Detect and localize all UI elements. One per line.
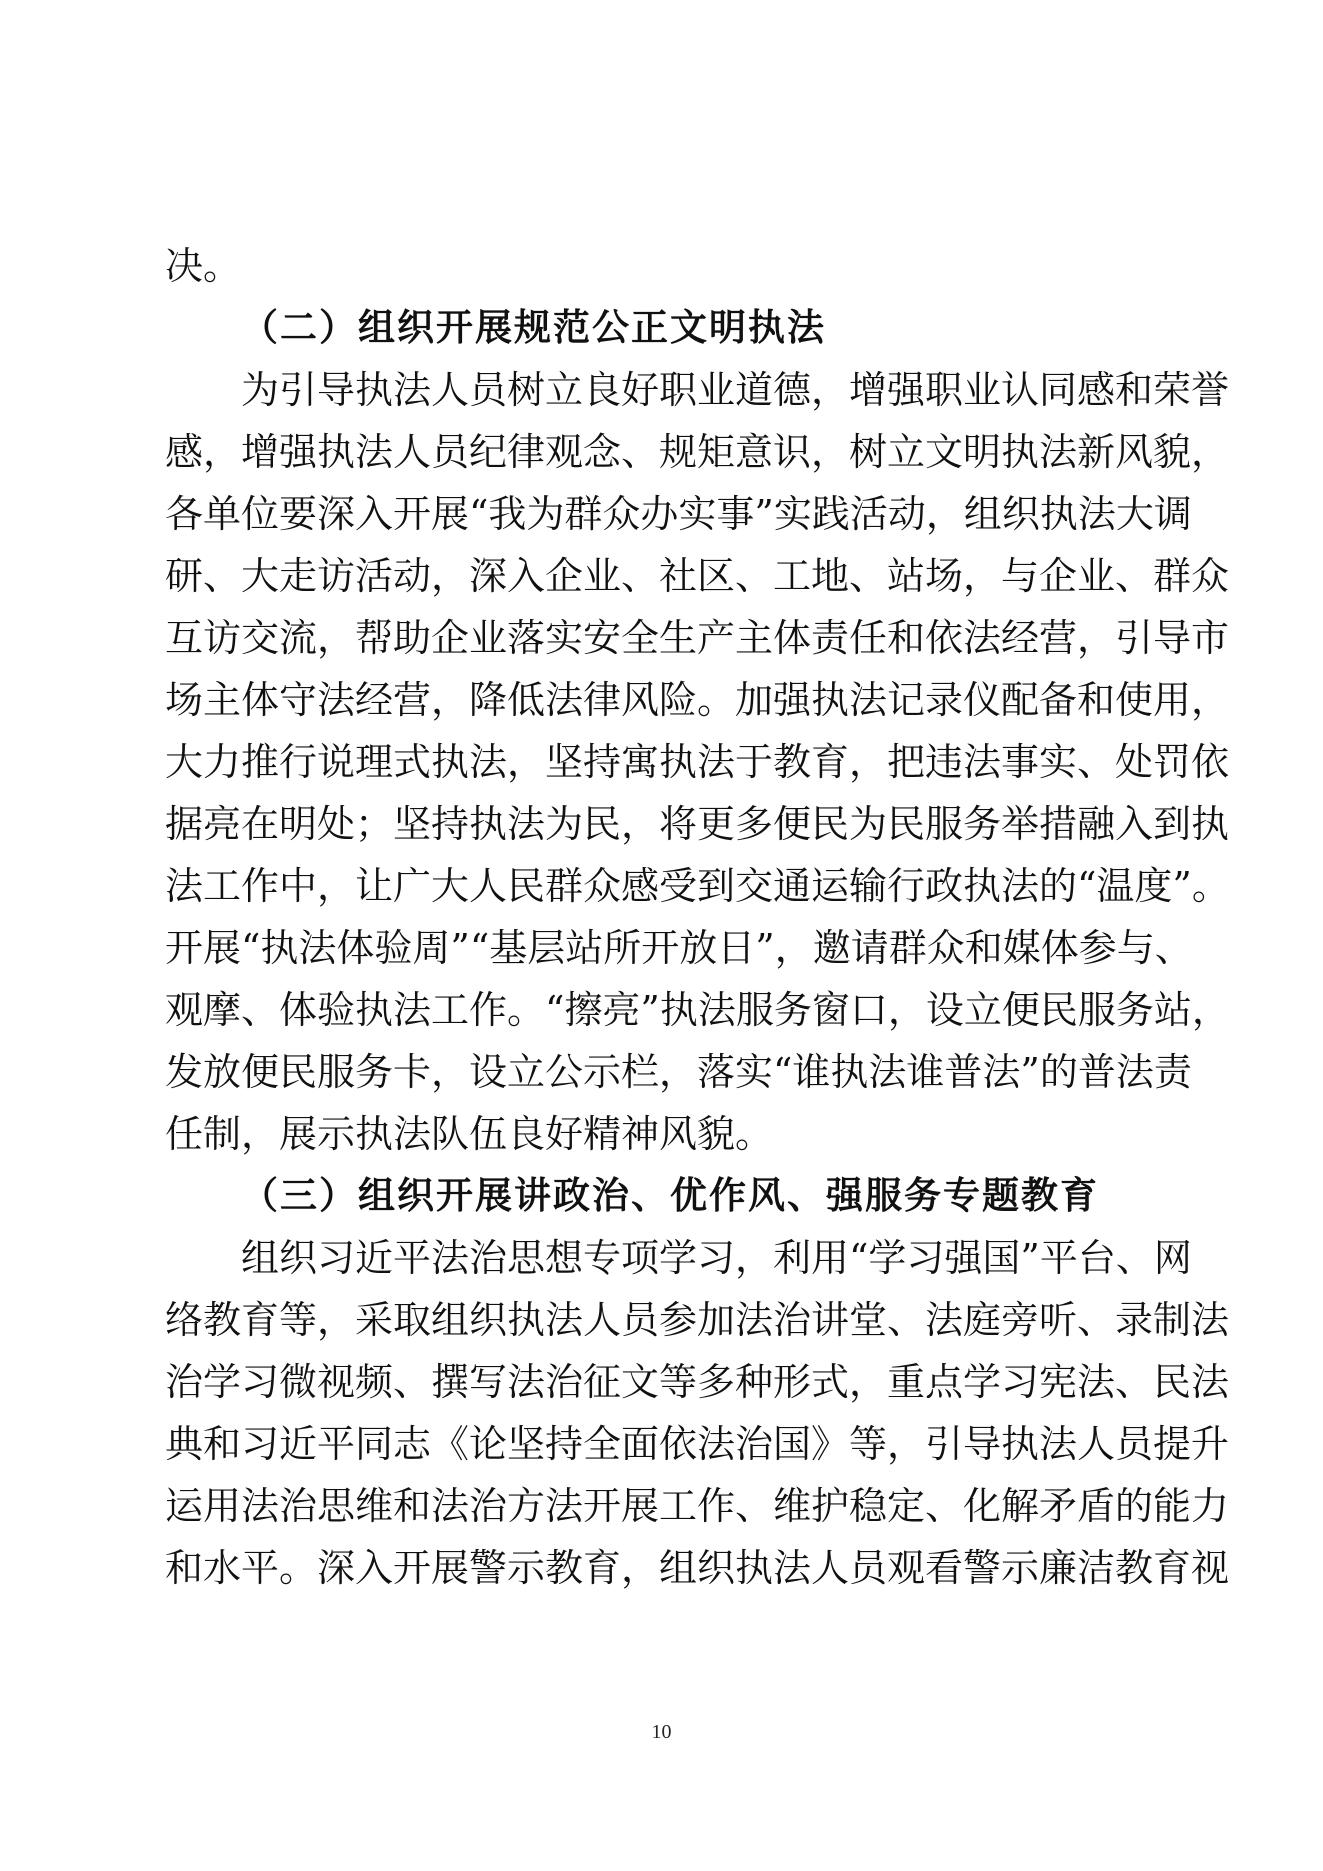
body-text-line: 据亮在明处；坚持执法为民，将更多便民为民服务举措融入到执: [165, 802, 1230, 846]
body-text-line: 为引导执法人员树立良好职业道德，增强职业认同感和荣誉: [241, 368, 1230, 412]
body-text-line: 典和习近平同志《论坚持全面依法治国》等，引导执法人员提升: [165, 1422, 1230, 1466]
body-text-line: 大力推行说理式执法，坚持寓执法于教育，把违法事实、处罚依: [165, 740, 1230, 784]
body-text-line: 各单位要深入开展“我为群众办实事”实践活动，组织执法大调: [165, 492, 1192, 536]
body-text-line: 发放便民服务卡，设立公示栏，落实“谁执法谁普法”的普法责: [165, 1050, 1192, 1094]
body-text-line: 络教育等，采取组织执法人员参加法治讲堂、法庭旁听、录制法: [165, 1298, 1230, 1342]
body-text-line: 感，增强执法人员纪律观念、规矩意识，树立文明执法新风貌，: [165, 430, 1230, 474]
body-text-line: 场主体守法经营，降低法律风险。加强执法记录仪配备和使用，: [165, 678, 1230, 722]
section-heading-2: （二）组织开展规范公正文明执法: [241, 306, 826, 349]
section-heading-3: （三）组织开展讲政治、优作风、强服务专题教育: [241, 1174, 1099, 1217]
body-text-line: 任制，展示执法队伍良好精神风貌。: [165, 1112, 774, 1156]
body-text-line: 组织习近平法治思想专项学习，利用“学习强国”平台、网: [241, 1236, 1192, 1280]
body-text-line: 开展“执法体验周”“基层站所开放日”，邀请群众和媒体参与、: [165, 926, 1193, 970]
page-number: 10: [651, 1721, 672, 1743]
body-text-line: 研、大走访活动，深入企业、社区、工地、站场，与企业、群众: [165, 554, 1230, 598]
body-text-line: 运用法治思维和法治方法开展工作、维护稳定、化解矛盾的能力: [165, 1484, 1230, 1528]
body-text-line: 观摩、体验执法工作。“擦亮”执法服务窗口，设立便民服务站，: [165, 988, 1230, 1032]
body-text-line: 互访交流，帮助企业落实安全生产主体责任和依法经营，引导市: [165, 616, 1230, 660]
body-text-line: 决。: [165, 244, 242, 288]
body-text-line: 和水平。深入开展警示教育，组织执法人员观看警示廉洁教育视: [165, 1546, 1230, 1590]
body-text-line: 治学习微视频、撰写法治征文等多种形式，重点学习宪法、民法: [165, 1360, 1230, 1404]
body-text-line: 法工作中，让广大人民群众感受到交通运输行政执法的“温度”。: [165, 864, 1230, 908]
